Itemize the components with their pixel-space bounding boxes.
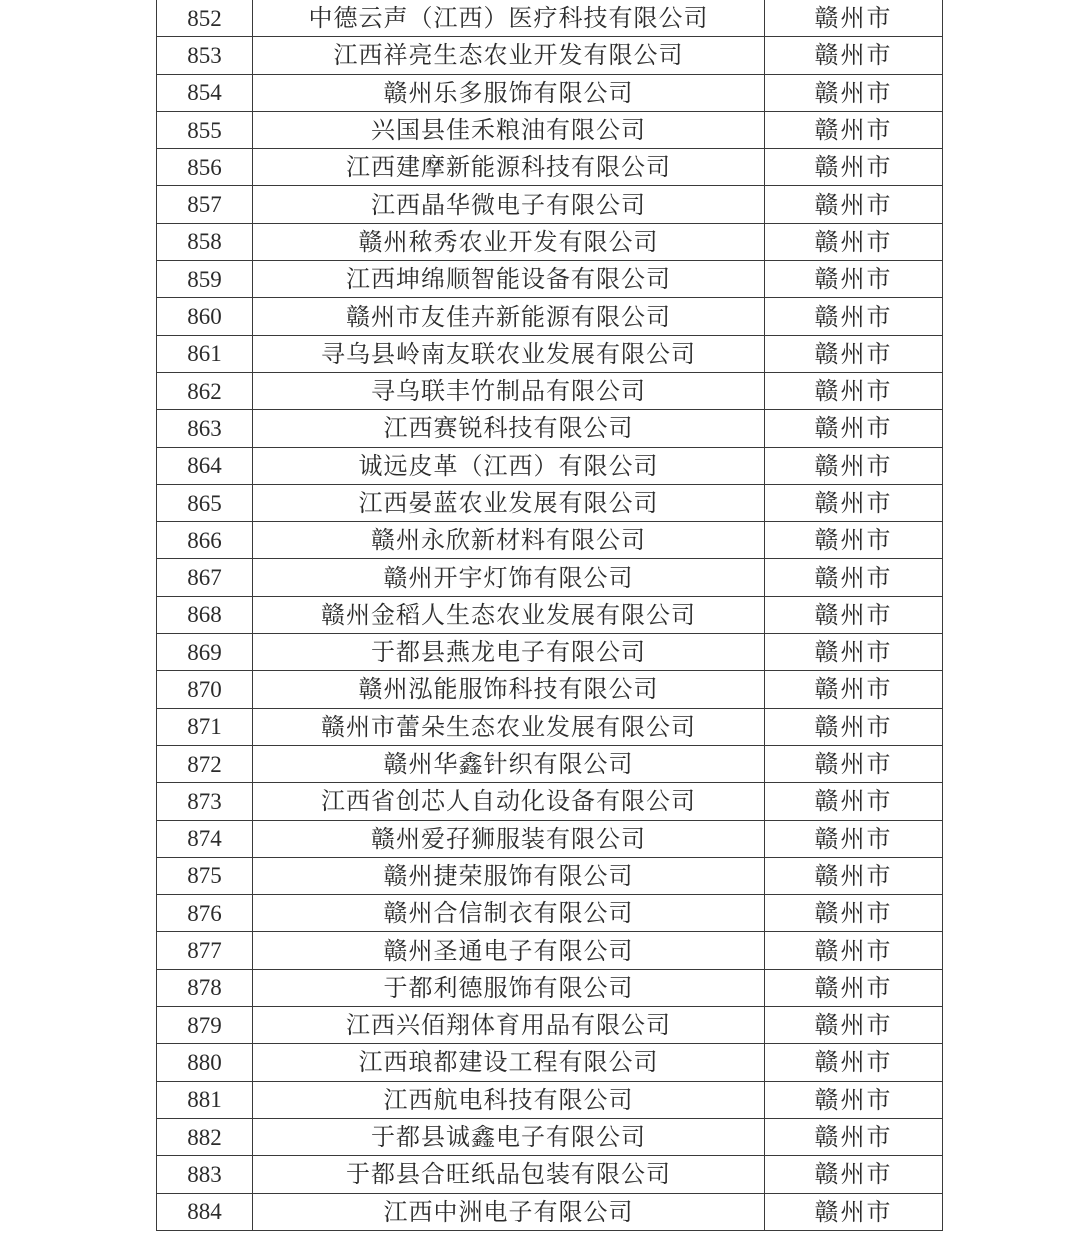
company-name-cell: 于都县燕龙电子有限公司	[253, 634, 765, 671]
table-row	[157, 111, 943, 148]
city-cell: 赣州市	[765, 596, 943, 633]
company-name-cell: 赣州圣通电子有限公司	[253, 932, 765, 969]
company-name-cell: 江西晏蓝农业发展有限公司	[253, 484, 765, 521]
row-number-cell: 862	[157, 372, 253, 409]
row-number-cell: 877	[157, 932, 253, 969]
city-cell: 赣州市	[765, 298, 943, 335]
city-cell: 赣州市	[765, 522, 943, 559]
table-row	[157, 596, 943, 633]
table-row	[157, 0, 943, 37]
row-number-cell: 879	[157, 1007, 253, 1044]
city-cell: 赣州市	[765, 0, 943, 37]
row-number-cell: 869	[157, 634, 253, 671]
row-number-cell: 867	[157, 559, 253, 596]
city-cell: 赣州市	[765, 634, 943, 671]
row-number-cell: 868	[157, 596, 253, 633]
row-number-cell: 858	[157, 223, 253, 260]
city-cell: 赣州市	[765, 74, 943, 111]
row-number-cell: 881	[157, 1081, 253, 1118]
row-number-cell: 870	[157, 671, 253, 708]
table-row	[157, 186, 943, 223]
row-number-cell: 861	[157, 335, 253, 372]
table-row	[157, 1007, 943, 1044]
company-table	[156, 0, 943, 1231]
row-number-cell: 864	[157, 447, 253, 484]
city-cell: 赣州市	[765, 559, 943, 596]
city-cell: 赣州市	[765, 149, 943, 186]
company-name-cell: 江西航电科技有限公司	[253, 1081, 765, 1118]
row-number-cell: 872	[157, 745, 253, 782]
row-number-cell: 856	[157, 149, 253, 186]
city-cell: 赣州市	[765, 1007, 943, 1044]
table-row	[157, 671, 943, 708]
row-number-cell: 866	[157, 522, 253, 559]
row-number-cell: 882	[157, 1118, 253, 1155]
company-name-cell: 江西建摩新能源科技有限公司	[253, 149, 765, 186]
row-number-cell: 884	[157, 1193, 253, 1230]
table-row	[157, 745, 943, 782]
company-name-cell: 江西省创芯人自动化设备有限公司	[253, 783, 765, 820]
row-number-cell: 865	[157, 484, 253, 521]
company-name-cell: 中德云声（江西）医疗科技有限公司	[253, 0, 765, 37]
city-cell: 赣州市	[765, 223, 943, 260]
city-cell: 赣州市	[765, 783, 943, 820]
table-body	[157, 0, 943, 1230]
company-name-cell: 赣州市蕾朵生态农业发展有限公司	[253, 708, 765, 745]
table-row	[157, 783, 943, 820]
company-name-cell: 江西坤绵顺智能设备有限公司	[253, 261, 765, 298]
city-cell: 赣州市	[765, 111, 943, 148]
company-name-cell: 于都县合旺纸品包装有限公司	[253, 1156, 765, 1193]
table-row	[157, 969, 943, 1006]
table-row	[157, 223, 943, 260]
table-row	[157, 1156, 943, 1193]
row-number-cell: 883	[157, 1156, 253, 1193]
city-cell: 赣州市	[765, 372, 943, 409]
table-row	[157, 1118, 943, 1155]
row-number-cell: 874	[157, 820, 253, 857]
city-cell: 赣州市	[765, 857, 943, 894]
company-name-cell: 江西祥亮生态农业开发有限公司	[253, 37, 765, 74]
table-row	[157, 634, 943, 671]
row-number-cell: 859	[157, 261, 253, 298]
row-number-cell: 860	[157, 298, 253, 335]
row-number-cell: 871	[157, 708, 253, 745]
company-name-cell: 于都利德服饰有限公司	[253, 969, 765, 1006]
company-name-cell: 寻乌联丰竹制品有限公司	[253, 372, 765, 409]
city-cell: 赣州市	[765, 37, 943, 74]
city-cell: 赣州市	[765, 671, 943, 708]
company-name-cell: 赣州爱孖狮服装有限公司	[253, 820, 765, 857]
table-row	[157, 261, 943, 298]
table-row	[157, 932, 943, 969]
table-row	[157, 149, 943, 186]
city-cell: 赣州市	[765, 932, 943, 969]
city-cell: 赣州市	[765, 1193, 943, 1230]
table-row	[157, 895, 943, 932]
table-row	[157, 857, 943, 894]
company-name-cell: 赣州合信制衣有限公司	[253, 895, 765, 932]
city-cell: 赣州市	[765, 708, 943, 745]
table-row	[157, 1193, 943, 1230]
row-number-cell: 857	[157, 186, 253, 223]
company-name-cell: 赣州市友佳卉新能源有限公司	[253, 298, 765, 335]
company-list-table	[156, 0, 942, 1231]
company-name-cell: 江西琅都建设工程有限公司	[253, 1044, 765, 1081]
row-number-cell: 854	[157, 74, 253, 111]
table-row	[157, 1081, 943, 1118]
city-cell: 赣州市	[765, 820, 943, 857]
table-row	[157, 1044, 943, 1081]
city-cell: 赣州市	[765, 447, 943, 484]
city-cell: 赣州市	[765, 1156, 943, 1193]
table-row	[157, 410, 943, 447]
company-name-cell: 赣州捷荣服饰有限公司	[253, 857, 765, 894]
city-cell: 赣州市	[765, 745, 943, 782]
table-row	[157, 335, 943, 372]
company-name-cell: 赣州开宇灯饰有限公司	[253, 559, 765, 596]
company-name-cell: 赣州永欣新材料有限公司	[253, 522, 765, 559]
table-row	[157, 372, 943, 409]
company-name-cell: 兴国县佳禾粮油有限公司	[253, 111, 765, 148]
table-row	[157, 484, 943, 521]
table-row	[157, 820, 943, 857]
row-number-cell: 852	[157, 0, 253, 37]
city-cell: 赣州市	[765, 1044, 943, 1081]
company-name-cell: 江西兴佰翔体育用品有限公司	[253, 1007, 765, 1044]
table-row	[157, 559, 943, 596]
row-number-cell: 863	[157, 410, 253, 447]
company-name-cell: 赣州乐多服饰有限公司	[253, 74, 765, 111]
row-number-cell: 853	[157, 37, 253, 74]
company-name-cell: 赣州金稻人生态农业发展有限公司	[253, 596, 765, 633]
company-name-cell: 赣州华鑫针织有限公司	[253, 745, 765, 782]
city-cell: 赣州市	[765, 410, 943, 447]
company-name-cell: 江西赛锐科技有限公司	[253, 410, 765, 447]
city-cell: 赣州市	[765, 186, 943, 223]
company-name-cell: 诚远皮革（江西）有限公司	[253, 447, 765, 484]
row-number-cell: 875	[157, 857, 253, 894]
city-cell: 赣州市	[765, 335, 943, 372]
row-number-cell: 855	[157, 111, 253, 148]
table-row	[157, 708, 943, 745]
company-name-cell: 赣州泓能服饰科技有限公司	[253, 671, 765, 708]
city-cell: 赣州市	[765, 969, 943, 1006]
company-name-cell: 于都县诚鑫电子有限公司	[253, 1118, 765, 1155]
row-number-cell: 873	[157, 783, 253, 820]
table-row	[157, 37, 943, 74]
row-number-cell: 876	[157, 895, 253, 932]
table-row	[157, 74, 943, 111]
city-cell: 赣州市	[765, 1081, 943, 1118]
company-name-cell: 江西晶华微电子有限公司	[253, 186, 765, 223]
city-cell: 赣州市	[765, 484, 943, 521]
company-name-cell: 寻乌县岭南友联农业发展有限公司	[253, 335, 765, 372]
company-name-cell: 赣州秾秀农业开发有限公司	[253, 223, 765, 260]
row-number-cell: 880	[157, 1044, 253, 1081]
table-row	[157, 298, 943, 335]
table-row	[157, 522, 943, 559]
city-cell: 赣州市	[765, 1118, 943, 1155]
city-cell: 赣州市	[765, 895, 943, 932]
row-number-cell: 878	[157, 969, 253, 1006]
company-name-cell: 江西中洲电子有限公司	[253, 1193, 765, 1230]
table-row	[157, 447, 943, 484]
city-cell: 赣州市	[765, 261, 943, 298]
